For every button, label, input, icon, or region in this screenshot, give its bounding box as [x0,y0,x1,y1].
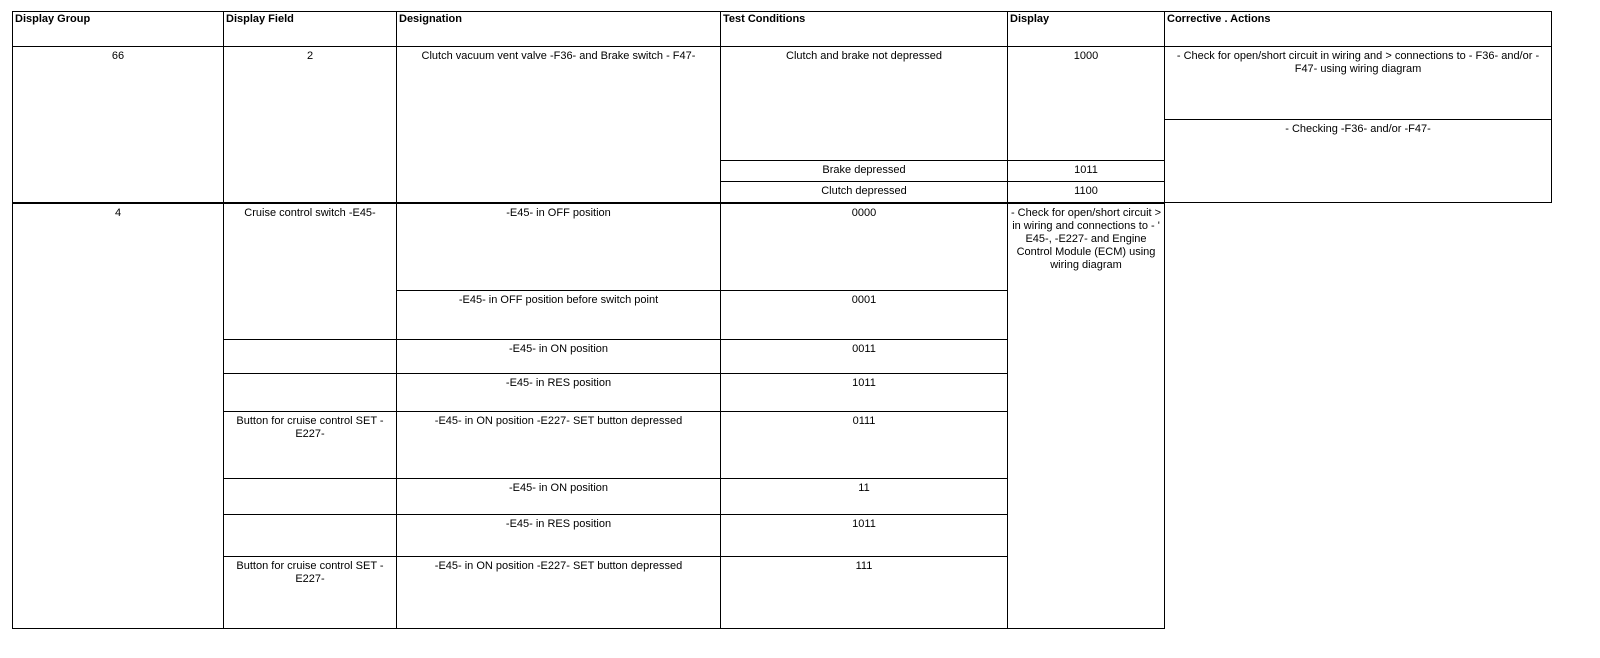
display-field-cell: 2 [224,47,397,203]
designation-cell: Button for cruise control SET -E227- [224,412,397,479]
header-test-conditions: Test Conditions [721,12,1008,47]
test-condition-cell: -E45- in ON position [397,479,721,515]
display-value-cell: 111 [721,557,1008,629]
table-row [13,412,1552,479]
display-value-cell: 1000 [1008,47,1165,161]
designation-cell [224,515,397,557]
designation-cell: Cruise control switch -E45- [224,203,397,340]
test-condition-cell: Brake depressed [721,161,1008,182]
test-condition-cell: -E45- in OFF position [397,203,721,291]
display-value-cell: 0001 [721,291,1008,340]
test-condition-cell: -E45- in RES position [397,374,721,412]
table-row [13,515,1552,557]
test-condition-cell: -E45- in OFF position before switch point [397,291,721,340]
display-value-cell: 11 [721,479,1008,515]
table-row [13,374,1552,412]
table-row [13,340,1552,374]
header-designation: Designation [397,12,721,47]
display-value-cell: 1011 [1008,161,1165,182]
table-row [13,47,1552,120]
table-row [13,557,1552,629]
test-condition-cell: -E45- in RES position [397,515,721,557]
display-value-cell: 1011 [721,374,1008,412]
table-row [13,203,1552,291]
header-corrective-actions: Corrective . Actions [1165,12,1552,47]
table-row [13,479,1552,515]
designation-cell [224,479,397,515]
header-display-group: Display Group [13,12,224,47]
test-condition-cell: Clutch and brake not depressed [721,47,1008,161]
designation-cell: Clutch vacuum vent valve -F36- and Brake switch - F47- [397,47,721,203]
header-display-field: Display Field [224,12,397,47]
display-field-cell: 4 [13,203,224,629]
designation-cell: Button for cruise control SET -E227- [224,557,397,629]
display-value-cell: 0000 [721,203,1008,291]
corrective-action-cell: - Check for open/short circuit in wiring and > connections to - F36- and/or -F47- using wiring diagram [1165,47,1552,120]
corrective-action-cell: - Check for open/short circuit > in wiring and connections to - ' E45-, -E227- and Engine Control Module (ECM) using wiring diagram [1008,203,1165,629]
header-display: Display [1008,12,1165,47]
designation-cell [224,340,397,374]
display-value-cell: 1100 [1008,182,1165,203]
test-condition-cell: Clutch depressed [721,182,1008,203]
diagnostic-table [12,11,1552,629]
designation-cell [224,374,397,412]
test-condition-cell: -E45- in ON position [397,340,721,374]
display-value-cell: 0111 [721,412,1008,479]
header-row [13,12,1552,47]
test-condition-cell: -E45- in ON position -E227- SET button depressed [397,557,721,629]
test-condition-cell: -E45- in ON position -E227- SET button depressed [397,412,721,479]
display-group-cell: 66 [13,47,224,203]
corrective-action-cell: - Checking -F36- and/or -F47- [1165,120,1552,203]
display-value-cell: 0011 [721,340,1008,374]
display-value-cell: 1011 [721,515,1008,557]
